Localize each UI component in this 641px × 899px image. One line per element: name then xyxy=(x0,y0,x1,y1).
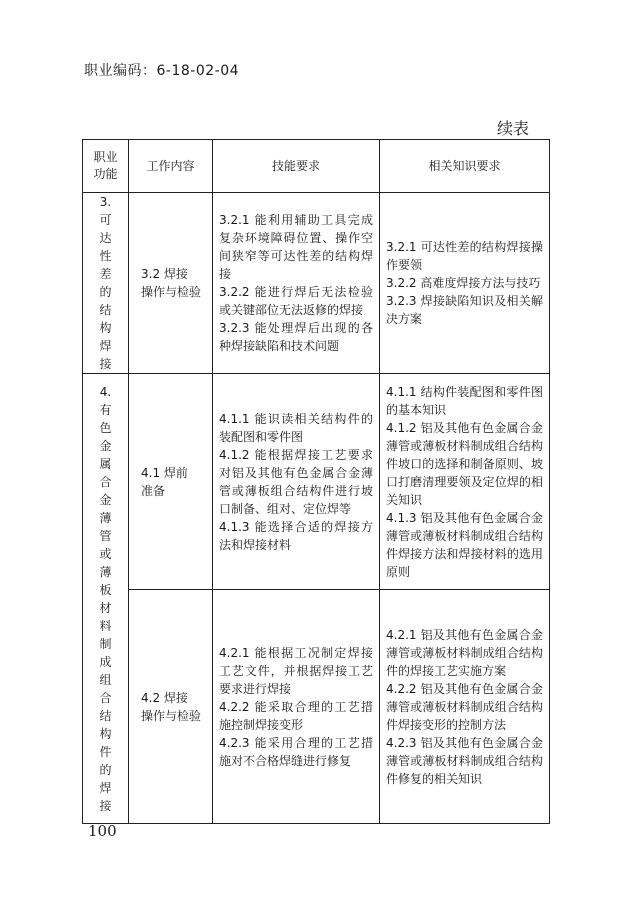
work-content-cell: 4.2 焊接 操作与检验 xyxy=(129,590,213,824)
page-number: 100 xyxy=(88,822,117,840)
table-row xyxy=(83,193,550,374)
knowledge-item: 4.1.2 铝及其他有色金属合金薄管或薄板材料制成组合结构件坡口的选择和制备原则、坡口打磨清理要领及定位焊的相关知识 xyxy=(386,420,543,507)
continued-label: 续表 xyxy=(497,119,530,138)
work-content-cell: 3.2 焊接 操作与检验 xyxy=(129,193,213,374)
occupation-code: 职业编码：6-18-02-04 xyxy=(84,63,240,79)
knowledge-item: 4.1.1 结构件装配图和零件图的基本知识 xyxy=(386,384,543,417)
skill-item: 4.1.3 能选择合适的焊接方法和焊接材料 xyxy=(219,519,373,552)
skills-table xyxy=(82,139,550,824)
header-function: 职业 功能 xyxy=(83,140,129,193)
knowledge-item: 3.2.1 可达性差的结构焊接操作要领 xyxy=(386,240,543,272)
knowledge-cell xyxy=(380,590,550,824)
skills-cell xyxy=(213,374,380,590)
function-cell: 3. 可 达 性 差 的 结 构 焊 接 xyxy=(83,193,129,374)
skill-item: 4.2.1 能根据工况制定焊接工艺文件，并根据焊接工艺要求进行焊接 xyxy=(219,645,373,696)
table-row xyxy=(83,590,550,824)
skill-item: 3.2.3 能处理焊后出现的各种焊接缺陷和技术问题 xyxy=(219,321,373,353)
knowledge-item: 3.2.3 焊接缺陷知识及相关解决方案 xyxy=(386,294,543,326)
header-skills: 技能要求 xyxy=(213,140,380,193)
work-content-cell: 4.1 焊前 准备 xyxy=(129,374,213,590)
knowledge-item: 4.2.3 铝及其他有色金属合金薄管或薄板材料制成组合结构件修复的相关知识 xyxy=(386,735,543,786)
skills-cell xyxy=(213,193,380,374)
knowledge-cell xyxy=(380,374,550,590)
header-work-content: 工作内容 xyxy=(129,140,213,193)
table-header-row xyxy=(83,140,550,193)
header-knowledge: 相关知识要求 xyxy=(380,140,550,193)
knowledge-item: 4.1.3 铝及其他有色金属合金薄管或薄板材料制成组合结构件焊接方法和焊接材料的选用原则 xyxy=(386,510,543,579)
knowledge-item: 4.2.1 铝及其他有色金属合金薄管或薄板材料制成组合结构件的焊接工艺实施方案 xyxy=(386,627,543,678)
knowledge-cell xyxy=(380,193,550,374)
skill-item: 4.2.2 能采取合理的工艺措施控制焊接变形 xyxy=(219,699,373,732)
skills-cell xyxy=(213,590,380,824)
skill-item: 3.2.1 能利用辅助工具完成复杂环境障碍位置、操作空间狭窄等可达性差的结构焊接 xyxy=(219,213,373,281)
knowledge-item: 3.2.2 高难度焊接方法与技巧 xyxy=(386,276,541,290)
knowledge-item: 4.2.2 铝及其他有色金属合金薄管或薄板材料制成组合结构件焊接变形的控制方法 xyxy=(386,681,543,732)
skill-item: 4.2.3 能采用合理的工艺措施对不合格焊缝进行修复 xyxy=(219,735,373,768)
skill-item: 4.1.2 能根据焊接工艺要求对铝及其他有色金属合金薄管或薄板组合结构件进行坡口制备、组对、定位焊等 xyxy=(219,447,373,516)
table-row xyxy=(83,374,550,590)
skill-item: 4.1.1 能识读相关结构件的装配图和零件图 xyxy=(219,411,373,444)
function-cell: 4. 有 色 金 属 合 金 薄 管 或 薄 板 材 料 制 成 组 合 结 构 件 的 焊 接 xyxy=(83,374,129,824)
skill-item: 3.2.2 能进行焊后无法检验或关键部位无法返修的焊接 xyxy=(219,285,373,317)
